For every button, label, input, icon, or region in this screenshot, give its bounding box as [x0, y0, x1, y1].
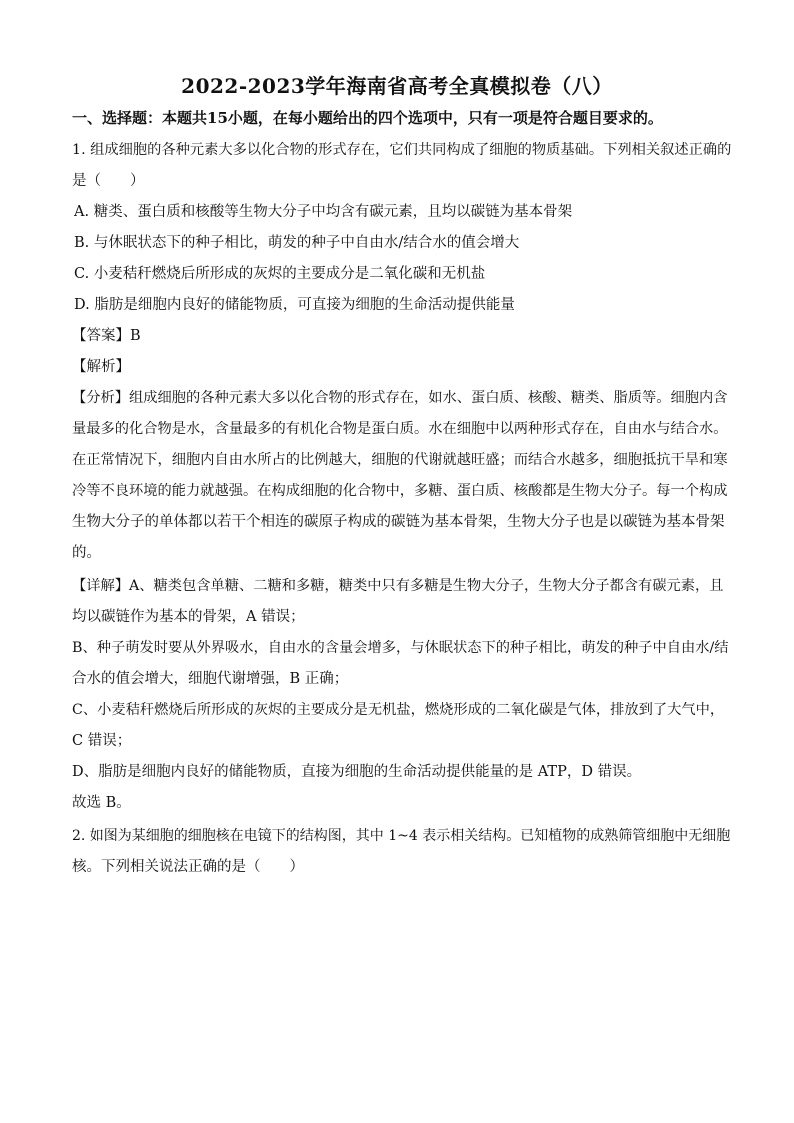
q1-option-b: B. 与休眠状态下的种子相比，萌发的种子中自由水/结合水的值会增大 — [74, 235, 520, 251]
q1-fenxi-line: 冷等不良环境的能力就越强。在构成细胞的化合物中，多糖、蛋白质、核酸都是生物大分子。每一个构成 — [72, 483, 728, 499]
q1-fenxi-line: 【分析】组成细胞的各种元素大多以化合物的形式存在，如水、蛋白质、核酸、糖类、脂质等。细胞内含 — [72, 390, 728, 406]
q2-stem-line-1: 2. 如图为某细胞的细胞核在电镜下的结构图，其中 1~4 表示相关结构。已知植物的成熟筛管细胞中无细胞 — [72, 828, 731, 844]
q1-xiangjie-line: 合水的值会增大，细胞代谢增强，B 正确； — [72, 671, 349, 687]
q1-fenxi-line: 量最多的化合物是水，含量最多的有机化合物是蛋白质。水在细胞中以两种形式存在，自由水与结合水。 — [72, 421, 728, 437]
q1-xiangjie-line: 均以碳链作为基本的骨架，A 错误； — [72, 609, 305, 625]
q1-analysis-label: 【解析】 — [72, 359, 130, 375]
q1-fenxi-line: 生物大分子的单体都以若干个相连的碳原子构成的碳链为基本骨架，生物大分子也是以碳链为基本骨架 — [72, 514, 725, 530]
q1-option-a: A. 糖类、蛋白质和核酸等生物大分子中均含有碳元素，且均以碳链为基本骨架 — [74, 204, 573, 220]
q1-stem-line-2: 是（ ） — [72, 173, 145, 189]
q1-xiangjie-line: 【详解】A、糖类包含单糖、二糖和多糖，糖类中只有多糖是生物大分子，生物大分子都含有碳元素，且 — [72, 578, 724, 594]
q1-answer: 【答案】B — [72, 328, 141, 344]
q1-stem-line-1: 1. 组成细胞的各种元素大多以化合物的形式存在，它们共同构成了细胞的物质基础。下列相关叙述正确的 — [72, 142, 732, 158]
q2-stem-line-2: 核。下列相关说法正确的是（ ） — [72, 859, 304, 875]
q1-xiangjie-line: B、种子萌发时要从外界吸水，自由水的含量会增多，与休眠状态下的种子相比，萌发的种子中自由水/结 — [72, 640, 729, 656]
section-heading: 一、选择题：本题共15小题，在每小题给出的四个选项中，只有一项是符合题目要求的。 — [72, 109, 663, 127]
q1-fenxi-line: 的。 — [72, 545, 101, 561]
q1-option-d: D. 脂肪是细胞内良好的储能物质，可直接为细胞的生命活动提供能量 — [74, 297, 515, 313]
q1-option-c: C. 小麦秸秆燃烧后所形成的灰烬的主要成分是二氧化碳和无机盐 — [74, 266, 486, 282]
q1-xiangjie-line: D、脂肪是细胞内良好的储能物质，直接为细胞的生命活动提供能量的是 ATP，D 错误。 — [72, 764, 642, 780]
q1-xiangjie-line: C 错误； — [72, 733, 132, 749]
page-title: 2022-2023学年海南省高考全真模拟卷（八） — [181, 74, 613, 98]
q1-fenxi-line: 在正常情况下，细胞内自由水所占的比例越大，细胞的代谢就越旺盛；而结合水越多，细胞抵抗干旱和寒 — [72, 452, 728, 468]
q1-xiangjie-line: 故选 B。 — [72, 795, 131, 811]
q1-xiangjie-line: C、小麦秸秆燃烧后所形成的灰烬的主要成分是无机盐，燃烧形成的二氧化碳是气体，排放到了大气中， — [72, 702, 725, 718]
